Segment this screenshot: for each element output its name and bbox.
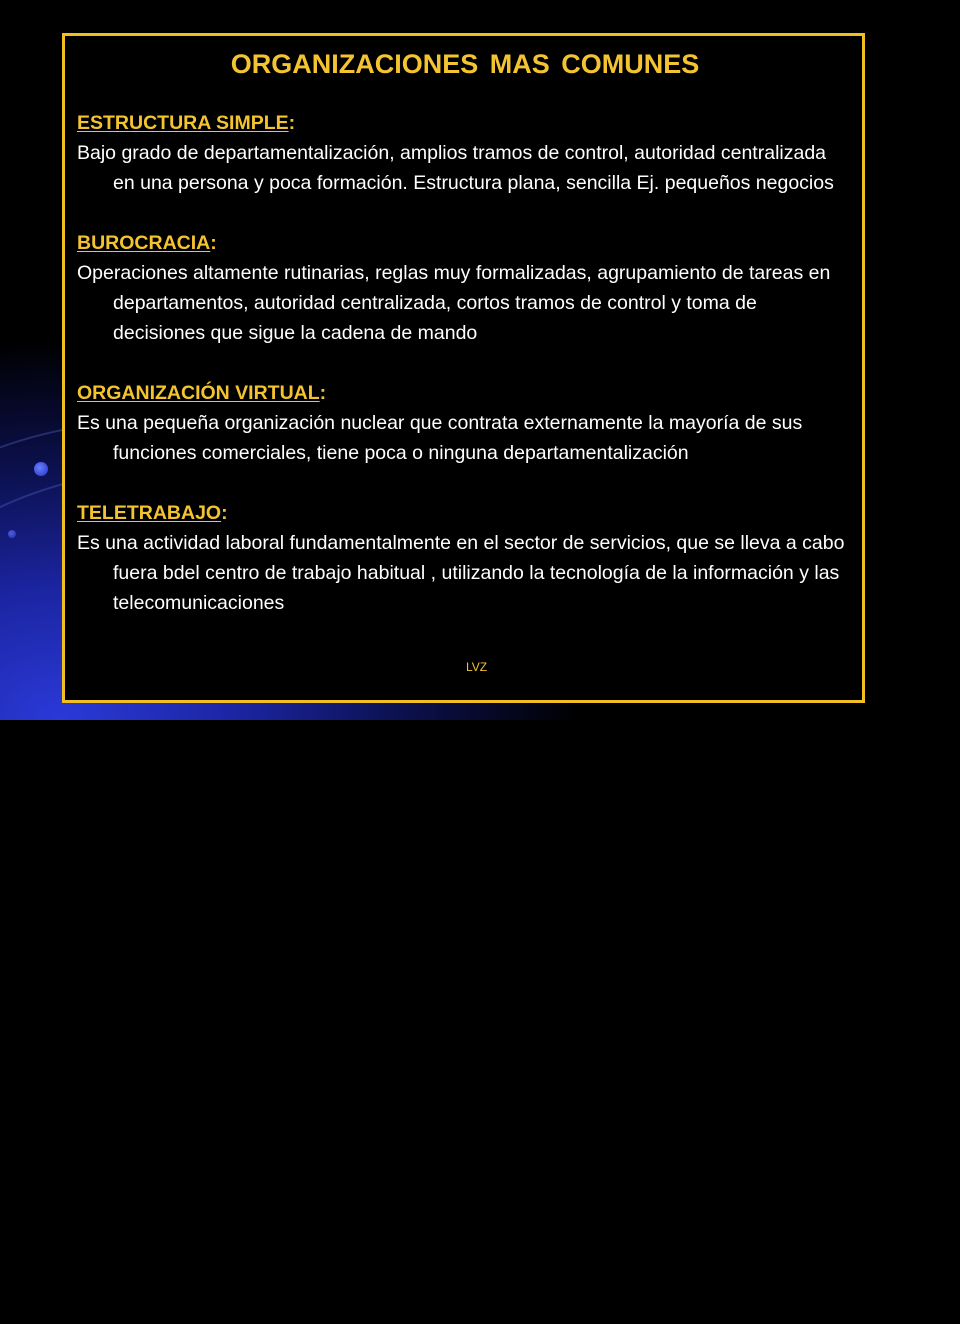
section-heading: [77, 378, 853, 408]
footer-initials: LVZ: [466, 660, 488, 674]
section-organizacion-virtual: [77, 378, 853, 468]
section-heading-suffix: :: [221, 502, 228, 524]
section-heading-suffix: :: [319, 382, 327, 404]
section-heading-text: ESTRUCTURA SIMPLE: [77, 112, 289, 134]
section-heading: [77, 228, 853, 258]
section-body: Es una pequeña organización nuclear que contrata externamente la mayoría de sus funciones comerciales, tiene poca o ninguna departamentalización: [77, 412, 803, 464]
slide-content: [77, 44, 853, 618]
content-frame: [62, 33, 865, 703]
section-burocracia: [77, 228, 853, 348]
section-heading: [77, 498, 853, 528]
section-heading-text: TELETRABAJO: [77, 502, 222, 524]
section-heading-text: ORGANIZACIÓN VIRTUAL: [77, 382, 320, 404]
section-teletrabajo: [77, 498, 853, 618]
section-body: Bajo grado de departamentalización, amplios tramos de control, autoridad centralizada en una persona y poca formación. Estructura plana, sencilla Ej. pequeños negocios: [77, 142, 834, 194]
decorative-dot: [8, 530, 16, 538]
slide-title: ORGANIZACIONES MAS COMUNES: [230, 49, 700, 79]
section-body: Operaciones altamente rutinarias, reglas muy formalizadas, agrupamiento de tareas en departamentos, autoridad centralizada, cortos tramos de control y toma de decisiones que sigue la cadena de mando: [77, 262, 831, 344]
section-body: Es una actividad laboral fundamentalmente en el sector de servicios, que se lleva a cabo fuera bdel centro de trabajo habitual , utilizando la tecnología de la información y las telecomunicaciones: [77, 532, 845, 614]
section-heading-text: BUROCRACIA: [77, 232, 211, 254]
section-heading-suffix: :: [210, 232, 217, 254]
section-estructura-simple: [77, 108, 853, 198]
decorative-dot: [34, 462, 48, 476]
section-heading-suffix: :: [288, 112, 296, 134]
section-heading: [77, 108, 853, 138]
